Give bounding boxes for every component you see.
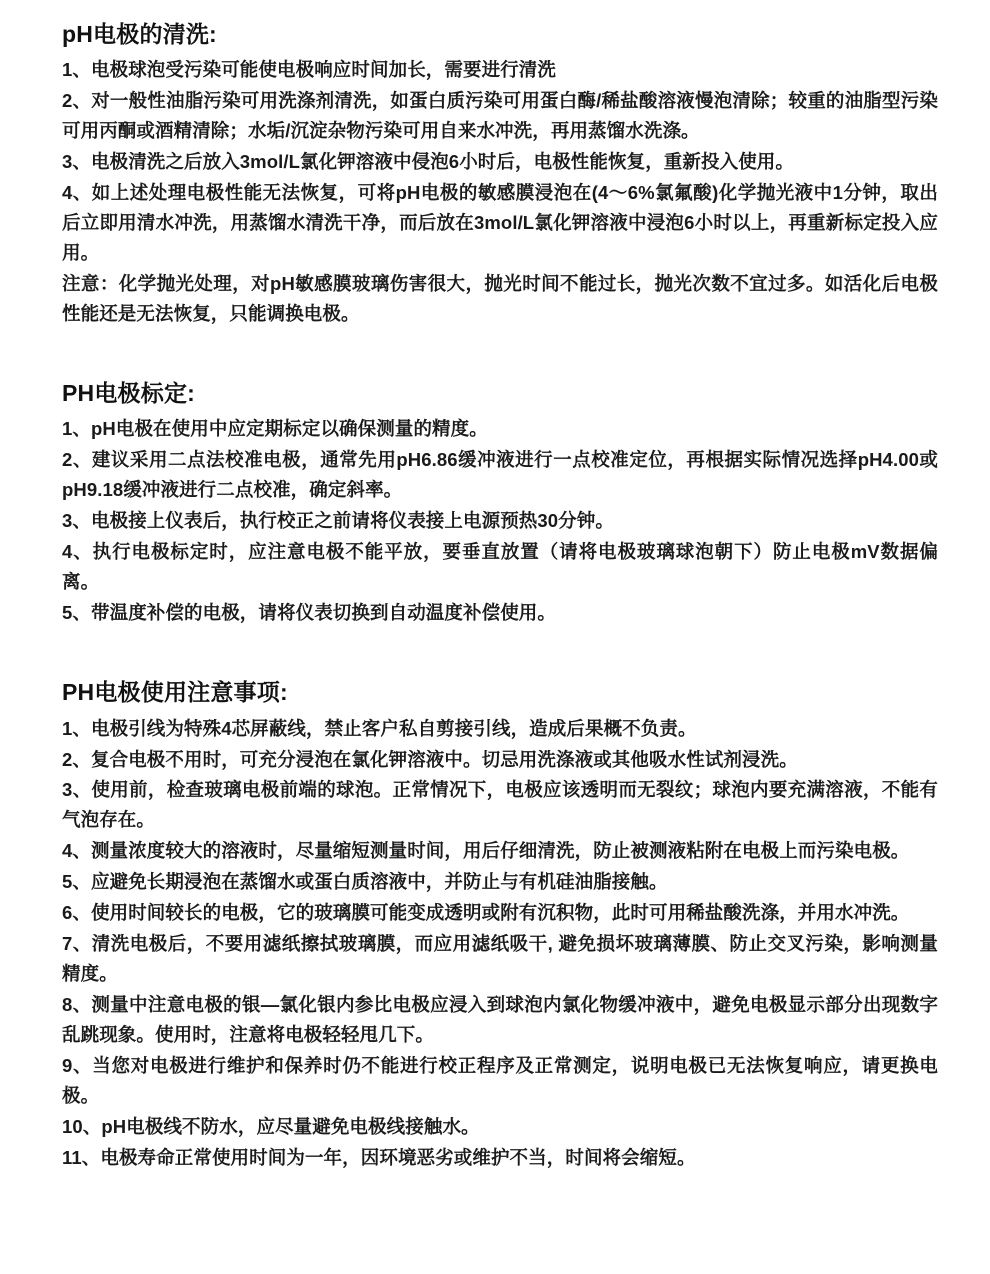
section-precautions [62, 676, 938, 1173]
paragraph: 2、复合电极不用时，可充分浸泡在氯化钾溶液中。切忌用洗涤液或其他吸水性试剂浸洗。 [62, 748, 798, 770]
section-cleaning [62, 18, 938, 329]
paragraph: 3、使用前，检查玻璃电极前端的球泡。正常情况下，电极应该透明而无裂纹；球泡内要充满溶液，不能有气泡存在。 [62, 779, 938, 831]
paragraph: 2、建议采用二点法校准电极，通常先用pH6.86缓冲液进行一点校准定位，再根据实际情况选择pH4.00或pH9.18缓冲液进行二点校准，确定斜率。 [62, 449, 938, 501]
paragraph: 5、带温度补偿的电极，请将仪表切换到自动温度补偿使用。 [62, 602, 556, 624]
paragraph: 4、如上述处理电极性能无法恢复，可将pH电极的敏感膜浸泡在(4〜6%氯氟酸)化学抛光液中1分钟，取出后立即用清水冲洗，用蒸馏水清洗干净，而后放在3mol/L氯化钾溶液中浸泡6小时以上，再重新标定投入应用。 [62, 182, 938, 264]
paragraph: 3、电极清洗之后放入3mol/L氯化钾溶液中侵泡6小时后，电极性能恢复，重新投入使用。 [62, 151, 794, 173]
section-title-precautions: PH电极使用注意事项: [62, 679, 288, 706]
section-calibration [62, 377, 938, 628]
section-divider-spacer [62, 654, 938, 676]
paragraph: 6、使用时间较长的电极，它的玻璃膜可能变成透明或附有沉积物，此时可用稀盐酸洗涤，并用水冲洗。 [62, 902, 910, 924]
paragraph: 10、pH电极线不防水，应尽量避免电极线接触水。 [62, 1116, 480, 1138]
section-title-calibration: PH电极标定: [62, 380, 196, 407]
paragraph: 1、电极球泡受污染可能使电极响应时间加长，需要进行清洗 [62, 59, 556, 81]
paragraph: 8、测量中注意电极的银—氯化银内参比电极应浸入到球泡内氯化物缓冲液中，避免电极显示部分出现数字乱跳现象。使用时，注意将电极轻轻甩几下。 [62, 994, 938, 1046]
paragraph: 3、电极接上仪表后，执行校正之前请将仪表接上电源预热30分钟。 [62, 510, 614, 532]
section-divider-spacer [62, 355, 938, 377]
paragraph: 9、当您对电极进行维护和保养时仍不能进行校正程序及正常测定，说明电极已无法恢复响应，请更换电极。 [62, 1055, 938, 1107]
paragraph: 4、执行电极标定时，应注意电极不能平放，要垂直放置（请将电极玻璃球泡朝下）防止电极mV数据偏离。 [62, 541, 938, 593]
paragraph: 2、对一般性油脂污染可用洗涤剂清洗，如蛋白质污染可用蛋白酶/稀盐酸溶液慢泡清除；较重的油脂型污染可用丙酮或酒精清除；水垢/沉淀杂物污染可用自来水冲洗，再用蒸馏水洗涤。 [62, 90, 938, 142]
paragraph: 5、应避免长期浸泡在蒸馏水或蛋白质溶液中，并防止与有机硅油脂接触。 [62, 871, 668, 893]
section-title-cleaning: pH电极的清洗: [62, 21, 217, 47]
paragraph: 4、测量浓度较大的溶液时，尽量缩短测量时间，用后仔细清洗，防止被测液粘附在电极上而污染电极。 [62, 840, 910, 862]
paragraph: 1、电极引线为特殊4芯屏蔽线，禁止客户私自剪接引线，造成后果概不负责。 [62, 717, 697, 739]
paragraph: 1、pH电极在使用中应定期标定以确保测量的精度。 [62, 418, 488, 440]
paragraph-note: 注意：化学抛光处理，对pH敏感膜玻璃伤害很大，抛光时间不能过长，抛光次数不宜过多。如活化后电极性能还是无法恢复，只能调换电极。 [62, 273, 938, 325]
paragraph: 11、电极寿命正常使用时间为一年，因环境恶劣或维护不当，时间将会缩短。 [62, 1147, 696, 1169]
paragraph: 7、清洗电极后，不要用滤纸擦拭玻璃膜，而应用滤纸吸干, 避免损坏玻璃薄膜、防止交叉污染，影响测量精度。 [62, 933, 938, 985]
